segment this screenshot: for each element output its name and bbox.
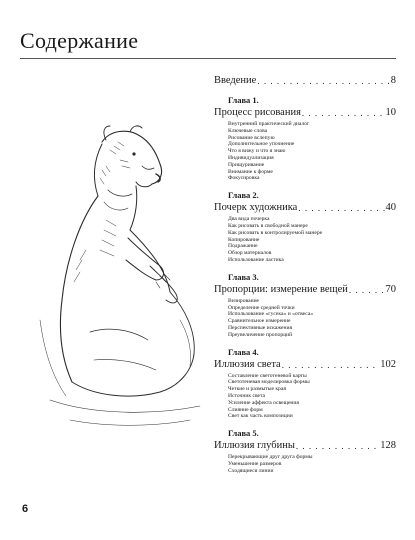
title-divider <box>20 58 396 59</box>
toc-chapter-4 <box>214 347 396 421</box>
subtopic-item: Подражание <box>228 243 258 250</box>
dot-leader <box>349 284 385 296</box>
toc-entry-title: Почерк художника <box>214 202 298 214</box>
subtopic-item: Светотеневая моделировка формы <box>228 379 310 386</box>
toc-entry-title: Иллюзия света <box>214 358 281 370</box>
subtopic-item: Прищуривание <box>228 161 265 168</box>
subtopic-item: Усиление аффекта освещения <box>228 399 299 406</box>
subtopic-item: Свет как часть композиции <box>228 413 293 420</box>
toc-entry-title: Пропорции: измерение вещей <box>214 283 348 295</box>
toc-entry-chapter-2[interactable] <box>214 201 396 214</box>
toc-entry-page: 128 <box>380 440 396 452</box>
chapter-label: Глава 5. <box>228 428 259 439</box>
subtopic-item: Ключевые слова <box>228 127 268 134</box>
toc-entry-page: 40 <box>385 202 396 214</box>
toc-entry-page: 102 <box>380 358 396 370</box>
toc-chapter-1 <box>214 95 396 182</box>
chapter-subtopics <box>214 454 396 474</box>
subtopic-item: Сходящиеся линии <box>228 467 274 474</box>
subtopic-item: Составление светотеневой карты <box>228 372 307 379</box>
subtopic-item: Как рисовать в свободной манере <box>228 222 308 229</box>
chapter-subtopics <box>214 216 396 264</box>
subtopic-item: Уменьшение размеров <box>228 460 282 467</box>
toc-entry-chapter-3[interactable] <box>214 283 396 296</box>
toc-entry-chapter-4[interactable] <box>214 358 396 371</box>
subtopic-item: Использование «гусека» и «отвеса» <box>228 311 314 318</box>
subtopic-item: Визирование <box>228 297 260 304</box>
chapter-label: Глава 1. <box>228 95 259 105</box>
dot-leader <box>296 440 379 452</box>
subtopic-item: Определение средней точки <box>228 304 295 311</box>
subtopic-item: Обзор материалов <box>228 250 272 257</box>
toc-chapter-2 <box>214 190 396 264</box>
subtopic-item: Сравнительное измерение <box>228 318 291 325</box>
subtopic-item: Дополнительное упочнение <box>228 141 295 148</box>
dot-leader <box>298 202 384 214</box>
subtopic-item: Четкие и размытые края <box>228 386 286 393</box>
table-of-contents <box>214 74 396 475</box>
subtopic-item: Внимание к форме <box>228 168 273 175</box>
subtopic-item: Слияние форм <box>228 406 263 413</box>
bear-sketch-icon <box>10 70 210 450</box>
toc-chapter-3 <box>214 272 396 339</box>
toc-entry-chapter-1[interactable] <box>214 106 396 119</box>
chapter-subtopics <box>214 121 396 182</box>
dot-leader <box>302 107 385 119</box>
subtopic-item: Внутренний практический диалог <box>228 121 310 127</box>
subtopic-item: Индивидуализация <box>228 154 274 161</box>
subtopic-item: Рисование вслепую <box>228 134 275 141</box>
subtopic-item: Преувеличение пропорций <box>228 331 293 338</box>
page-title: Содержание <box>20 28 139 53</box>
toc-entry-intro[interactable] <box>214 74 396 87</box>
dot-leader <box>282 359 380 371</box>
toc-entry-page: 8 <box>390 75 396 86</box>
toc-entry-title: Иллюзия глубины <box>214 440 295 452</box>
toc-entry-chapter-5[interactable] <box>214 439 396 452</box>
subtopic-item: Источник света <box>228 392 266 399</box>
chapter-subtopics <box>214 298 396 339</box>
dot-leader <box>257 75 389 87</box>
toc-chapter-5 <box>214 428 396 474</box>
subtopic-item: Перспективные искажения <box>228 324 293 331</box>
chapter-subtopics <box>214 373 396 421</box>
subtopic-item: Два вида почерка <box>228 216 270 223</box>
subtopic-item: Перекрывающие друг друга формы <box>228 454 313 461</box>
toc-entry-page: 10 <box>385 107 396 118</box>
subtopic-item: Использование ластика <box>228 256 284 263</box>
chapter-label: Глава 2. <box>228 190 259 201</box>
toc-entry-title: Введение <box>214 75 257 86</box>
chapter-label: Глава 3. <box>228 271 259 282</box>
toc-entry-title: Процесс рисования <box>214 107 301 118</box>
page-number: 6 <box>22 503 29 515</box>
toc-entry-page: 70 <box>385 283 396 295</box>
subtopic-item: Копирование <box>228 236 260 243</box>
subtopic-item: Фокусировка <box>228 175 260 182</box>
subtopic-item: Что я вижу и что я знаю <box>228 148 286 155</box>
subtopic-item: Как рисовать в контролируемой манере <box>228 229 323 236</box>
chapter-label: Глава 4. <box>228 346 259 357</box>
